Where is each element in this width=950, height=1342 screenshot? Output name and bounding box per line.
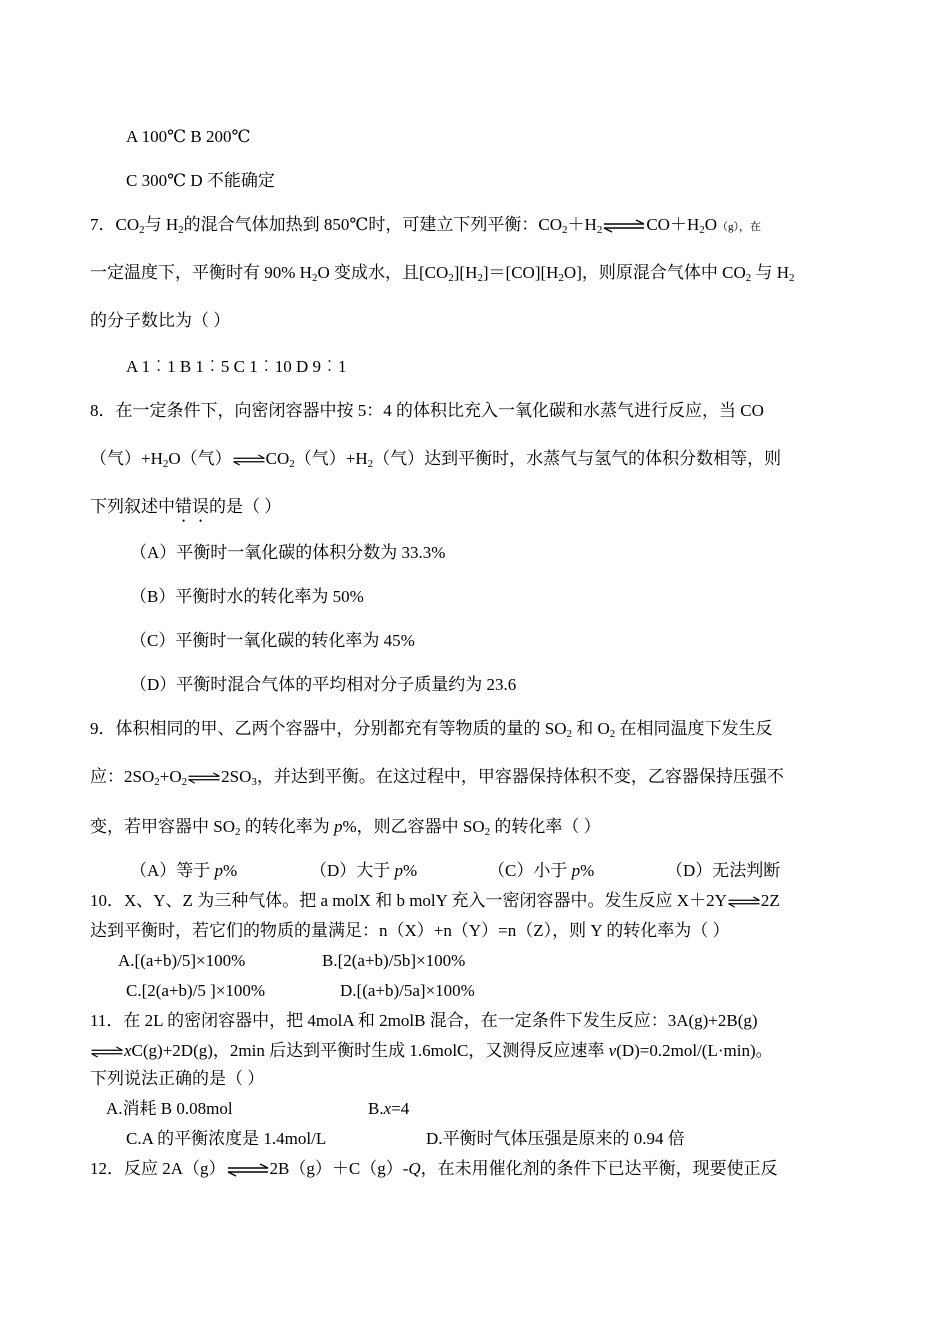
q11-line1: 11．在 2L 的密闭容器中，把 4molA 和 2molB 混合，在一定条件下发生反应：3A(g)+2B(g) [90,1011,758,1030]
q9-line2: 应：$2SO_2+O_2$ $2SO_3$，并达到平衡。在这过程中，甲容器保持体积不变，乙容器保持压强不 [90,767,784,788]
q10-line2: 达到平衡时，若它们的物质的量满足：n（X）+n（Y）=n（Z），则 Y 的转化率为（ ） [90,921,730,940]
equilibrium-arrow-icon [232,454,266,466]
q7-line1: 7．$CO_2$与 $H_2$的混合气体加热到 850℃时，可建立下列平衡：$CO_2+H_2$ $CO+H_2O(g)$，在 [90,215,762,236]
q10-options-row2: C.[2(a+b)/5 ]×100% D.[(a+b)/5a]×100% [126,981,475,1000]
q6-options-row2: C 300℃ D 不能确定 [126,171,275,190]
q8-option-b: （B）平衡时水的转化率为 50% [130,587,364,606]
q11-options-row1: A.消耗 B 0.08mol B.x=4 [106,1099,410,1118]
q9-options: （A）等于 p% （D）大于 p% （C）小于 p% （D）无法判断 [130,861,781,880]
q12-line1: 12．反应 2A（g） 2B（g）＋C（g）-Q，在未用催化剂的条件下已达平衡，现要使正反 [90,1159,778,1178]
q8-option-d: （D）平衡时混合气体的平均相对分子质量约为 23.6 [130,675,517,694]
q9-line1: 9．体积相同的甲、乙两个容器中，分别都充有等物质的量的 $SO_2$ 和 $O_2$ 在相同温度下发生反 [90,719,773,740]
q8-option-a: （A）平衡时一氧化碳的体积分数为 33.3% [130,543,446,562]
q11-line3: 下列说法正确的是（ ） [90,1069,265,1088]
q10-line1: 10．X、Y、Z 为三种气体。把 a molX 和 b molY 充入一密闭容器中。发生反应 X＋2Y 2Z [90,891,780,910]
q10-options-row1: A.[(a+b)/5]×100% B.[2(a+b)/5b]×100% [118,951,466,970]
q8-line2: （气）$+H_2O$（气） $CO_2$（气）$+H_2$（气）达到平衡时，水蒸气与氢气的体积分数相等，则 [90,449,782,470]
q8-option-c: （C）平衡时一氧化碳的转化率为 45% [130,631,415,650]
q8-line3: 下列叙述中错误的是（ ） [90,497,282,516]
q7-options: A 1︰1 B 1︰5 C 1︰10 D 9︰1 [126,357,347,376]
q7-line2: 一定温度下，平衡时有 90% $H_2O$ 变成水，且$[CO_2][H_2]=[CO][H_2O]$，则原混合气体中 $CO_2$ 与 $H_2$ [90,263,795,284]
q9-line3: 变，若甲容器中 $SO_2$ 的转化率为 p%，则乙容器中 $SO_2$ 的转化率（ ） [90,817,601,838]
q11-options-row2: C.A 的平衡浓度是 1.4mol/L D.平衡时气体压强是原来的 0.94 倍 [126,1129,685,1148]
equilibrium-arrow-icon [727,896,761,908]
q6-options-row1: A 100℃ B 200℃ [126,127,251,146]
q7-line3: 的分子数比为（ ） [90,311,231,330]
equilibrium-arrow-icon [226,1163,270,1177]
q11-line2: xC(g)+2D(g)，2min 后达到平衡时生成 1.6molC，又测得反应速率 v(D)=0.2mol/(L·min)。 [90,1040,773,1062]
equilibrium-arrow-icon [187,772,221,784]
q8-line1: 8．在一定条件下，向密闭容器中按 5：4 的体积比充入一氧化碳和水蒸气进行反应，当 CO [90,401,764,420]
equilibrium-arrow-icon [602,219,646,233]
equilibrium-arrow-icon [90,1046,124,1058]
